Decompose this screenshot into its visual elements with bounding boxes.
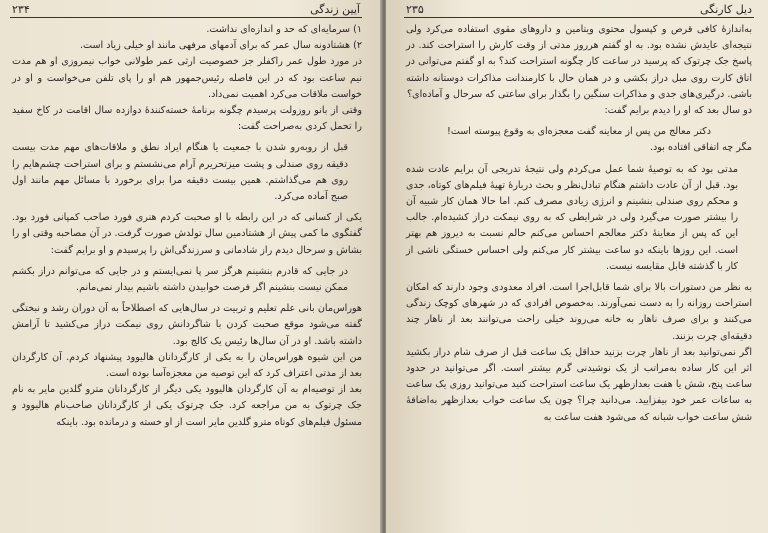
paragraph: به‌اندازهٔ کافی قرص و کپسول محتوی ویتامین و داروهای مقوی استفاده می‌کرد ولی نتیجه‌ای عایدش نشده بود. به او گفتم هرروز مدتی از وقت کارش را استراحت کند. در پاسخ جک چرتوک که پرسید در ساعت کار چگونه استراحت کند؟ به او گفتم می‌توانی در اتاق کارت روی مبل دراز بکشی و در همان حال با کارمندانت مذاکرات دوستانه داشته باشی. درگیری‌های جدی و مذاکرات سنگین را بگذار برای ساعتی که سرحال و آماده‌ای؟ xyxy=(406,24,752,100)
right-page-header xyxy=(404,2,754,18)
paragraph: بعد از توصیه‌ام به آن کارگردان هالیوود یکی دیگر از کارگردانان مترو گلدین مایر به نام جک چرتوک به من مراجعه کرد. جک چرتوک یکی از کارگردانان صاحب‌نام هالیوود و مسئول فیلم‌های کوتاه مترو گلدین مایر است از او خسته و درمانده بود. باینکه xyxy=(12,384,362,428)
left-page-number: ۲۳۴ xyxy=(12,3,30,16)
paragraph: در مورد طول عمر راکفلر جز خصوصیت ارثی عمر طولانی خواب نیمروزی او هم مدت نیم ساعت بود که در این فاصله رئیس‌جمهور هم او را پای تلفن می‌خواست و او در خواست ملاقات می‌کرد اهمیت نمی‌داد. xyxy=(12,56,362,100)
paragraph: ۱) سرمایه‌ای که حد و اندازه‌ای نداشت. xyxy=(206,24,362,35)
right-page xyxy=(386,0,768,533)
quoted-paragraph: در جایی که قادرم بنشینم هرگز سر پا نمی‌ایستم و در جایی که می‌توانم دراز بکشم ممکن نیست بنشینم اگر فرصت خوابیدن داشته باشیم بیدار نمی‌مانم. xyxy=(12,265,348,294)
quoted-paragraph: قبل از روبه‌رو شدن با جمعیت یا هنگام ایراد نطق و ملاقات‌های مهم مدت بیست دقیقه روی صندلی و پشت میزتحریرم آرام می‌نشستم و برای استراحت چشم‌هایم را روی هم می‌گذاشتم. همین بیست دقیقه مرا برای برخورد با مسائل مهم مانند اول صبح آماده می‌کرد. xyxy=(12,142,348,203)
left-page-body xyxy=(12,22,362,431)
left-page-running-title: آیین زندگی xyxy=(310,3,360,16)
quoted-paragraph: مدتی بود که به توصیهٔ شما عمل می‌کردم ولی نتیجهٔ تدریجی آن برایم عادت شده بود. قبل از آن عادت داشتم هنگام تبادل‌نظر و بحث دربارهٔ تهیهٔ فیلم‌های کوتاه، جدی و محکم روی صندلی بنشینم و انرژی زیادی مصرف کنم. اما حالا همان کار شبیه آن را بیشتر صورت می‌گیرد ولی در شرایطی که به روی نیمکت دراز کشیده‌ام. جالب این که پس از معاینهٔ دکتر معالجم احساس می‌کنم حالم نسبت به دیروز هم بهتر است. این روزها باینکه دو ساعت بیشتر کار می‌کنم ولی احساس خستگی ناشی از کار با گذشته قابل مقایسه نیست. xyxy=(406,163,738,272)
paragraph: یکی از کسانی که در این رابطه با او صحبت کردم هنری فورد صاحب کمپانی فورد بود. گفتگوی ما کمی پیش از هشتادمین سال تولدش صورت گرفت. در آن مصاحبه وقتی او را بشاش و سرحال دیدم راز شادمانی و سرزندگی‌اش را پرسیدم و او برایم گفت: xyxy=(12,212,362,256)
paragraph: دو سال بعد که او را دیدم برایم گفت: xyxy=(604,105,752,117)
left-page-header xyxy=(10,2,362,18)
right-page-number: ۲۳۵ xyxy=(406,3,424,16)
paragraph: من این شیوه هوراس‌مان را به یکی از کارگردانان هالیوود پیشنهاد کردم. آن کارگردان بعد از مدتی اعتراف کرد که این توصیه من معجزه‌آسا بوده است. xyxy=(12,351,362,380)
paragraph: به نظر من دستورات بالا برای شما قابل‌اجرا است. افراد معدودی وجود دارند که امکان استراحت روزانه را به دست نمی‌آورند. به‌خصوص افرادی که در شهرهای کوچک زندگی می‌کنند و برای صرف ناهار به خانه می‌روند خیلی راحت می‌توانند بعد از ناهار چند دقیقه‌ای چرت بزنند. xyxy=(406,282,752,342)
paragraph: اگر نمی‌توانید بعد از ناهار چرت بزنید حداقل یک ساعت قبل از صرف شام دراز بکشید اثر این کار ساده به‌مراتب از یک نوشیدنی گرم بیشتر است. اگر می‌توانید در حدود ساعت پنج، شش یا هفت بعدازظهر یک ساعت استراحت کنید می‌توانید روزی یک ساعت به ساعات عمر خود بیفزایید. می‌دانید چرا؟ چون یک ساعت خواب بعدازظهر به‌اضافهٔ شش ساعت خواب شبانه که می‌شود هفت ساعت به xyxy=(406,346,752,423)
right-page-body xyxy=(406,22,752,426)
right-page-running-title: دیل کارنگی xyxy=(700,3,752,16)
paragraph: ۲) هشتادونه سال عمر که برای آدمهای مرفهی مانند او خیلی زیاد است. xyxy=(80,40,362,52)
paragraph: وقتی از بانو روزولت پرسیدم چگونه برنامهٔ خسته‌کنندهٔ دوازده سال اقامت در کاخ سفید را تحمل کردی به‌صراحت گفت: xyxy=(12,105,362,133)
left-page xyxy=(0,0,382,533)
paragraph: هوراس‌مان بانی علم تعلیم و تربیت در سال‌هایی که اصطلاحاً به آن دوران رشد و نبختگی گفته می‌شود موقع صحبت کردن با شاگردانش روی نیمکت دراز می‌کشید تا آرامش داشته باشد. او در آن سال‌ها رئیس یک کالج بود. xyxy=(12,303,362,347)
quoted-line: دکتر معالج من پس از معاینه گفت معجزه‌ای به وقوع پیوسته است! xyxy=(447,126,711,138)
paragraph: مگر چه اتفاقی افتاده بود. xyxy=(649,142,752,154)
